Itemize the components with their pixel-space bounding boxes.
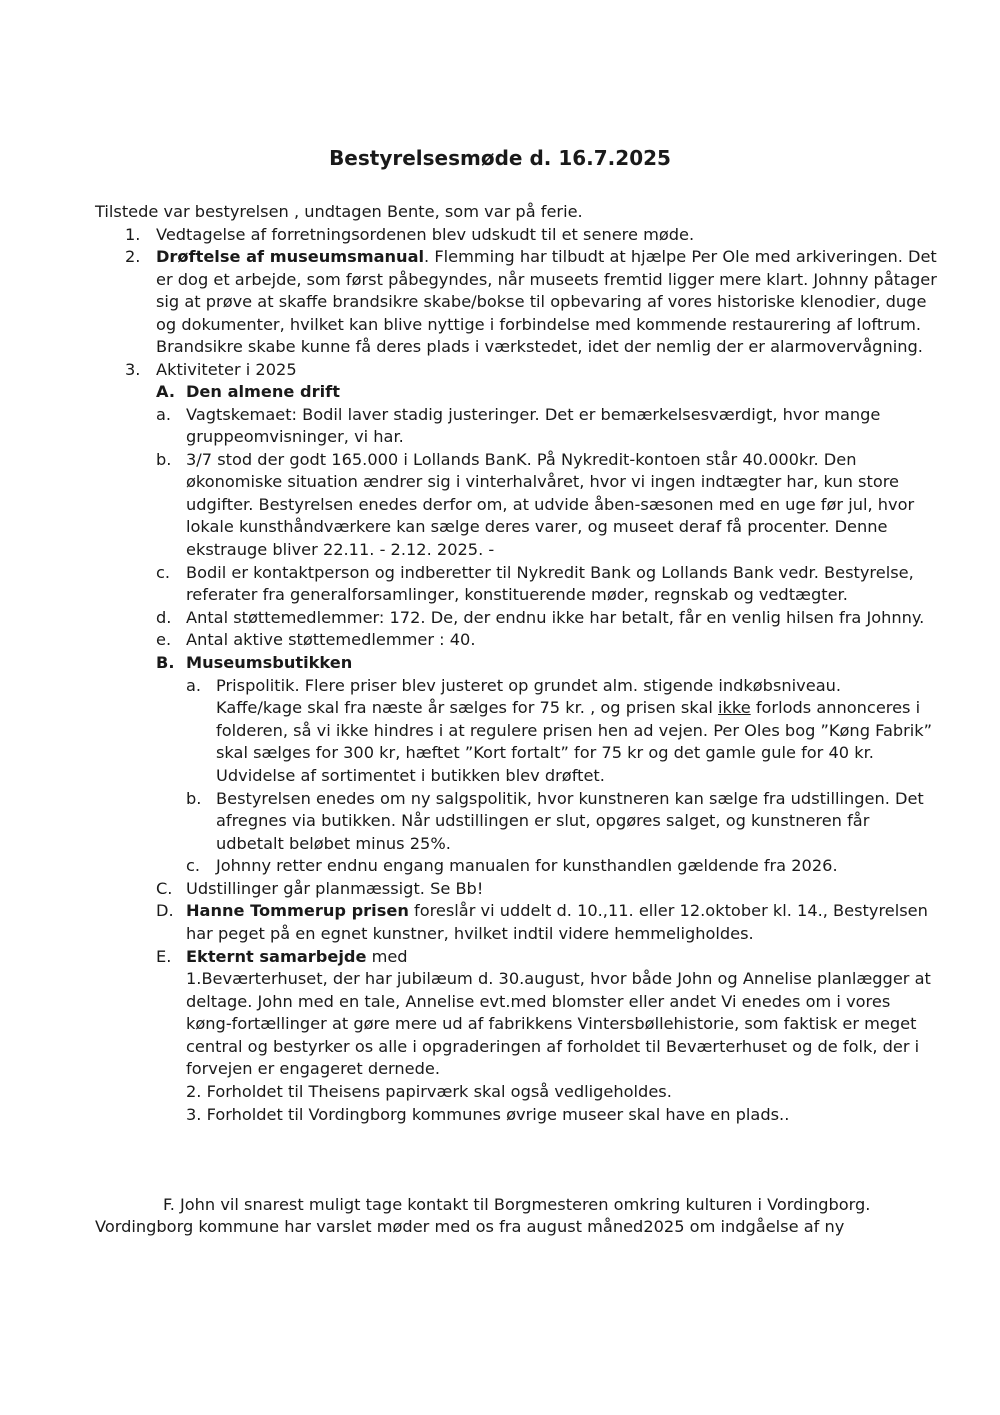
- section-e-marker: E.: [156, 947, 172, 966]
- section-a-e-text: Antal aktive støttemedlemmer : 40.: [186, 630, 476, 649]
- section-c-marker: C.: [156, 879, 173, 898]
- section-b-marker: B.: [156, 653, 175, 672]
- item2-heading: Drøftelse af museumsmanual: [156, 247, 425, 266]
- section-b-c-text: Johnny retter endnu engang manualen for kunsthandlen gældende fra 2026.: [216, 856, 838, 875]
- section-a-b-line5: ekstrauge bliver 22.11. - 2.12. 2025. -: [186, 540, 495, 559]
- item3-text: Aktiviteter i 2025: [156, 360, 297, 379]
- section-b-a-marker: a.: [186, 676, 202, 695]
- section-b-a-line1: Prispolitik. Flere priser blev justeret op grundet alm. stigende indkøbsniveau.: [216, 676, 842, 695]
- item1-marker: 1.: [125, 225, 141, 244]
- section-a-heading: Den almene drift: [186, 382, 340, 401]
- section-a-d-text: Antal støttemedlemmer: 172. De, der endnu ikke har betalt, får en venlig hilsen fra Johnny.: [186, 608, 925, 627]
- section-a-c-marker: c.: [156, 563, 171, 582]
- section-b-a-line2-pre: Kaffe/kage skal fra næste år sælges for 75 kr. , og prisen skal: [216, 698, 719, 717]
- section-a-b-line1: 3/7 stod der godt 165.000 i Lollands BanK. På Nykredit-kontoen står 40.000kr. Den: [186, 450, 857, 469]
- section-d-line1: [186, 900, 928, 923]
- section-b-a-line5: Udvidelse af sortimentet i butikken blev drøftet.: [216, 766, 605, 785]
- item2-line4: og dokumenter, hvilket kan blive nyttige i forbindelse med kommende restaurering af loftrum.: [156, 315, 921, 334]
- section-a-e-marker: e.: [156, 630, 172, 649]
- section-e-line1: [186, 946, 408, 969]
- section-d-heading: Hanne Tommerup prisen: [186, 901, 409, 920]
- item2-line2: er dog et arbejde, som først påbegyndes, når museets fremtid ligger mere klart. Johnny påtager: [156, 270, 937, 289]
- section-b-c-marker: c.: [186, 856, 201, 875]
- section-a-a-line2: gruppeomvisninger, vi har.: [186, 427, 404, 446]
- section-d-line1-rest: foreslår vi uddelt d. 10.,11. eller 12.oktober kl. 14., Bestyrelsen: [408, 901, 928, 920]
- section-b-b-line3: udbetalt beløbet minus 25%.: [216, 834, 451, 853]
- section-a-b-marker: b.: [156, 450, 172, 469]
- section-e-line6: forvejen er engageret dernede.: [186, 1059, 441, 1078]
- item3-marker: 3.: [125, 360, 141, 379]
- section-b-a-underlined-word: ikke: [718, 698, 751, 717]
- section-a-a-line1: Vagtskemaet: Bodil laver stadig justeringer. Det er bemærkelsesværdigt, hvor mange: [186, 405, 881, 424]
- item2-line3: sig at prøve at skaffe brandsikre skabe/bokse til opbevaring af vores historiske klenodier, duge: [156, 292, 927, 311]
- item2-line1: [156, 246, 937, 269]
- section-a-c-line2: referater fra generalforsamlinger, konstituerende møder, regnskab og vedtægter.: [186, 585, 848, 604]
- section-a-b-line4: lokale kunsthåndværkere kan sælge deres varer, og museet deraf få procenter. Denne: [186, 517, 888, 536]
- section-b-a-line2-post: forlods annonceres i: [750, 698, 921, 717]
- section-a-b-line3: udgifter. Bestyrelsen enedes derfor om, at udvide åben-sæsonen med en uge før jul, hvor: [186, 495, 915, 514]
- section-b-a-line3: folderen, så vi ikke hindres i at regulere prisen hen ad vejen. Per Oles bog ”Køng Fabrik”: [216, 721, 933, 740]
- section-b-heading: Museumsbutikken: [186, 653, 353, 672]
- intro-paragraph: Tilstede var bestyrelsen , undtagen Bente, som var på ferie.: [95, 202, 583, 221]
- section-e-line1-rest: med: [366, 947, 408, 966]
- section-a-c-line1: Bodil er kontaktperson og indberetter til Nykredit Bank og Lollands Bank vedr. Bestyrelse,: [186, 563, 914, 582]
- section-b-b-line2: afregnes via butikken. Når udstillingen er slut, opgøres salget, og kunstneren får: [216, 811, 870, 830]
- section-a-d-marker: d.: [156, 608, 172, 627]
- section-d-marker: D.: [156, 901, 174, 920]
- section-e-line5: central og bestyrker os alle i opgraderingen af forholdet til Beværterhuset og de folk, der i: [186, 1037, 920, 1056]
- section-f-line1: F. John vil snarest muligt tage kontakt til Borgmesteren omkring kulturen i Vordingborg.: [163, 1195, 871, 1214]
- section-a-b-line2: økonomiske situation ændrer sig i vinterhalvåret, hvor vi ingen indtægter har, kun store: [186, 472, 899, 491]
- section-d-line2: har peget på en egnet kunstner, hvilket indtil videre hemmeligholdes.: [186, 924, 754, 943]
- section-b-a-line4: skal sælges for 300 kr, hæftet ”Kort fortalt” for 75 kr og det gamle gule for 40 kr.: [216, 743, 874, 762]
- section-c-text: Udstillinger går planmæssigt. Se Bb!: [186, 879, 484, 898]
- section-e-line3: deltage. John med en tale, Annelise evt.med blomster eller andet Vi enedes om i vores: [186, 992, 891, 1011]
- section-e-line7: 2. Forholdet til Theisens papirværk skal også vedligeholdes.: [186, 1082, 672, 1101]
- page-title: Bestyrelsesmøde d. 16.7.2025: [329, 146, 671, 170]
- section-b-b-line1: Bestyrelsen enedes om ny salgspolitik, hvor kunstneren kan sælge fra udstillingen. Det: [216, 789, 924, 808]
- section-e-heading: Ekternt samarbejde: [186, 947, 367, 966]
- section-e-line8: 3. Forholdet til Vordingborg kommunes øvrige museer skal have en plads..: [186, 1105, 790, 1124]
- section-b-a-line2: [216, 697, 920, 720]
- item2-marker: 2.: [125, 247, 141, 266]
- item2-line5: Brandsikre skabe kunne få deres plads i værkstedet, idet der nemlig der er alarmovervågning.: [156, 337, 923, 356]
- section-e-line2: 1.Beværterhuset, der har jubilæum d. 30.august, hvor både John og Annelise planlægger at: [186, 969, 931, 988]
- section-b-b-marker: b.: [186, 789, 202, 808]
- section-a-a-marker: a.: [156, 405, 172, 424]
- item1-text: Vedtagelse af forretningsordenen blev udskudt til et senere møde.: [156, 225, 695, 244]
- section-f-line2: Vordingborg kommune har varslet møder med os fra august måned2025 om indgåelse af ny: [95, 1217, 845, 1236]
- item2-line1-rest: . Flemming har tilbudt at hjælpe Per Ole med arkiveringen. Det: [424, 247, 937, 266]
- section-e-line4: køng-fortællinger at gøre mere ud af fabrikkens Vintersbøllehistorie, som faktisk er meget: [186, 1014, 917, 1033]
- section-a-marker: A.: [156, 382, 175, 401]
